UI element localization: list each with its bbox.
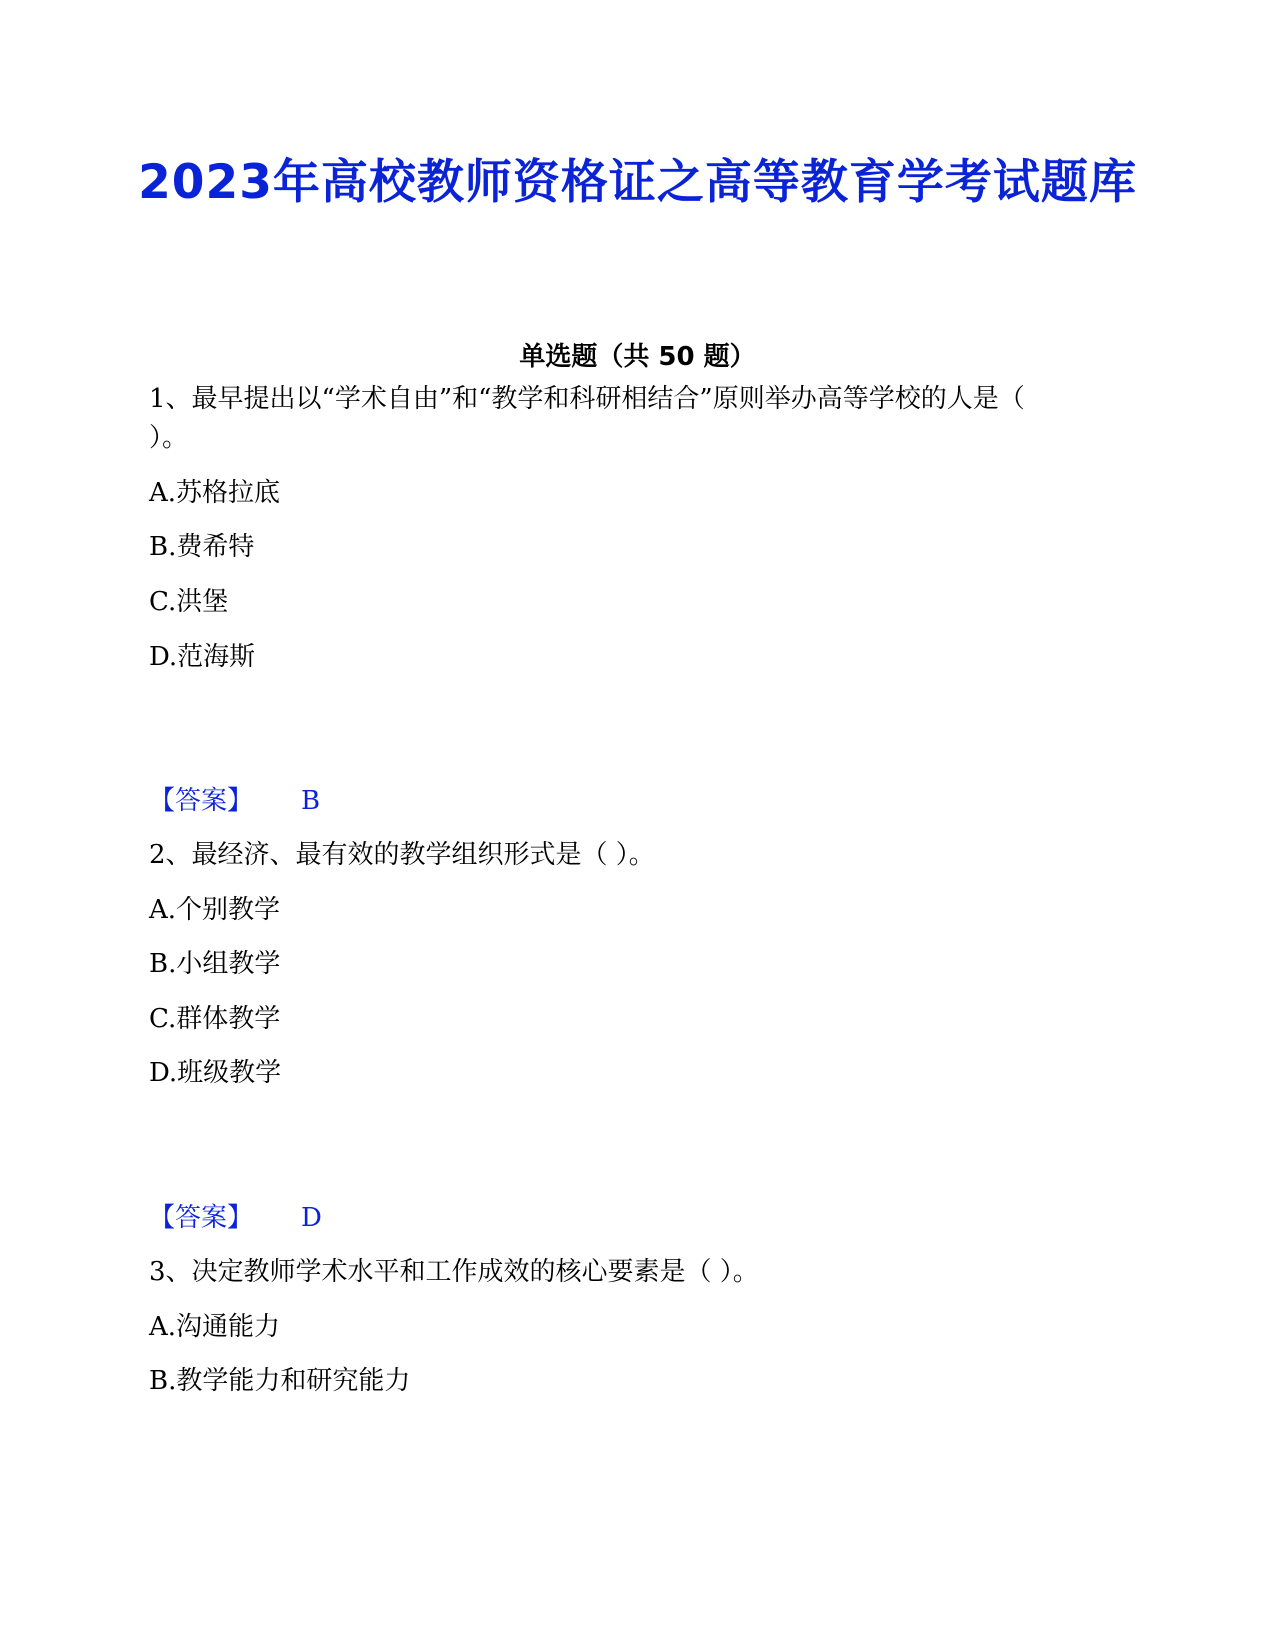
answer-value: B — [301, 786, 321, 816]
question-2-option-d: D.班级教学 — [149, 1058, 282, 1088]
question-3-option-a: A.沟通能力 — [149, 1312, 281, 1342]
answer-value: D — [301, 1203, 322, 1233]
question-3-stem: 3、决定教师学术水平和工作成效的核心要素是（ ）。 — [149, 1257, 759, 1287]
answer-label: 【答案】 — [149, 1203, 254, 1233]
question-1-answer — [149, 780, 320, 817]
question-2-stem: 2、最经济、最有效的教学组织形式是（ ）。 — [149, 840, 655, 870]
question-1-option-b: B.费希特 — [149, 532, 255, 562]
question-1-option-c: C.洪堡 — [149, 587, 229, 617]
document-title: 2023年高校教师资格证之高等教育学考试题库 — [138, 155, 1137, 210]
question-2-option-b: B.小组教学 — [149, 949, 281, 979]
section-heading: 单选题（共 50 题） — [519, 342, 756, 372]
question-1-stem-line-1: 1、最早提出以“学术自由”和“教学和科研相结合”原则举办高等学校的人是（ — [149, 384, 1025, 414]
question-2-option-c: C.群体教学 — [149, 1004, 281, 1034]
question-2-option-a: A.个别教学 — [149, 895, 281, 925]
question-3-option-b: B.教学能力和研究能力 — [149, 1366, 411, 1396]
question-1-option-d: D.范海斯 — [149, 642, 256, 672]
answer-label: 【答案】 — [149, 786, 254, 816]
question-1-stem-line-2: ）。 — [149, 423, 189, 453]
question-1-option-a: A.苏格拉底 — [149, 478, 281, 508]
question-2-answer — [149, 1197, 322, 1234]
